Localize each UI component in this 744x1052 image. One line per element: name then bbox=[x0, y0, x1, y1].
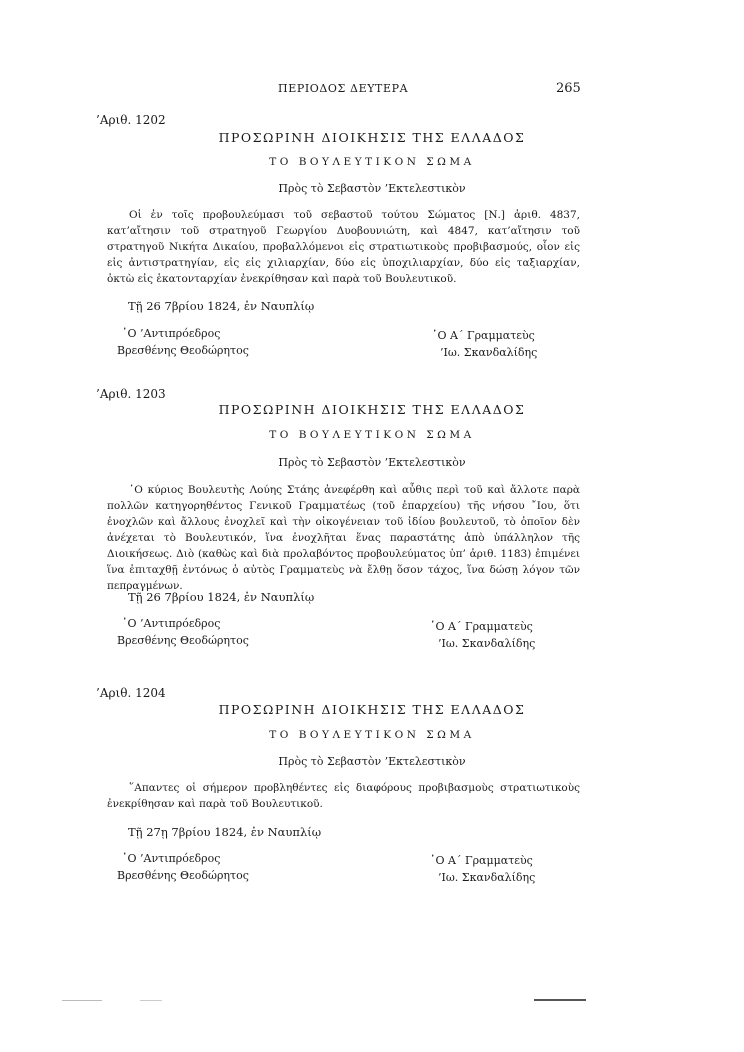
entry-date: Τῇ 26 7βρίου 1824, ἐν Ναυπλίῳ bbox=[128, 590, 315, 604]
entry-text: Οἱ ἐν τοῖς προβουλεύμασι τοῦ σεβαστοῦ τούτου Σώματος [Ν.] ἀριθ. 4837, κατ’αἴτησιν τοῦ στρατηγοῦ Γεωργίου Δυοβουνιώτη, καὶ 4847, κατ’αἴτησιν τοῦ στρατηγοῦ Νικήτα Δικαίου, προβαλλόμενοι εἰς στρατιωτικοὺς προβιβασμούς, οἷον εἰς εἰς ἀντιστρατηγίαν, εἰς εἰς χιλιαρχίαν, δύο εἰς ὑποχιλιαρχίαν, δύο εἰς ταξιαρχίαν, ὀκτὼ εἰς ἑκατονταρχίαν ἐνεκρίθησαν καὶ παρὰ τοῦ Βουλευτικοῦ. bbox=[107, 209, 580, 285]
entry-text: ῾Ο κύριος Βουλευτὴς Λούης Στάης ἀνεφέρθη καὶ αὖθις περὶ τοῦ καὶ ἄλλοτε παρὰ πολλῶν κατηγορηθέντος Γενικοῦ Γραμματέως (τοῦ ἐπαρχείου) τῆς νήσου ῎Ιου, ὅτι ἐνοχλῶν καὶ ἄλλους ἐνοχλεῖ καὶ τὴν οἰκογένειαν τοῦ ἰδίου βουλευτοῦ, τὸ ὁποῖον δὲν ἀνέχεται τὸ Βουλευτικόν, ἵνα ἐνοχλῆται ἕνας παραστάτης ἀπὸ ὑπάλληλον τῆς Διοικήσεως. Διὸ (καθὼς καὶ διὰ προλαβόντος προβουλεύματος ὑπ’ ἀριθ. 1183) ἐπιμένει ἵνα ἐπιταχθῇ ἐντόνως ὁ αὐτὸς Γραμματεὺς νὰ ἔλθῃ ὅσον τάχος, ἵνα δώσῃ λόγον τῶν πεπραγμένων. bbox=[107, 484, 580, 592]
entry-title: ΠΡΟΣΩΡΙΝΗ ΔΙΟΙΚΗΣΙΣ ΤΗΣ ΕΛΛΑΔΟΣ bbox=[218, 402, 526, 417]
signature-left bbox=[117, 615, 249, 649]
signature-left bbox=[117, 325, 249, 359]
entry-body-name: ΤΟ ΒΟΥΛΕΥΤΙΚΟΝ ΣΩΜΑ bbox=[269, 156, 475, 168]
signature-left-name: Βρεσθένης Θεοδώρητος bbox=[117, 344, 249, 357]
signature-left bbox=[117, 850, 249, 884]
entry-text: ῞Απαντες οἱ σήμερον προβληθέντες εἰς διαφόρους προβιβασμοὺς στρατιωτικοὺς ἐνεκρίθησαν καὶ παρὰ τοῦ Βουλευτικοῦ. bbox=[107, 782, 580, 810]
scan-mark bbox=[62, 1000, 102, 1001]
signature-right-name: ’Ιω. Σκανδαλίδης bbox=[438, 871, 536, 884]
signature-right-title: ῾Ο Α΄ Γραμματεὺς bbox=[430, 854, 533, 867]
entry-title: ΠΡΟΣΩΡΙΝΗ ΔΙΟΙΚΗΣΙΣ ΤΗΣ ΕΛΛΑΔΟΣ bbox=[218, 702, 526, 717]
page-number: 265 bbox=[556, 81, 581, 96]
entry-number: ’Αριθ. 1202 bbox=[96, 113, 166, 127]
entry-title: ΠΡΟΣΩΡΙΝΗ ΔΙΟΙΚΗΣΙΣ ΤΗΣ ΕΛΛΑΔΟΣ bbox=[218, 130, 526, 145]
scan-mark bbox=[534, 999, 586, 1001]
signature-right bbox=[432, 327, 537, 361]
entry-number: ’Αριθ. 1204 bbox=[96, 686, 166, 700]
entry-date: Τῇ 27ῃ 7βρίου 1824, ἐν Ναυπλίῳ bbox=[128, 825, 322, 839]
scan-mark bbox=[140, 1000, 162, 1001]
signature-right bbox=[430, 852, 535, 886]
signature-right-name: ’Ιω. Σκανδαλίδης bbox=[440, 346, 538, 359]
entry-body-name: ΤΟ ΒΟΥΛΕΥΤΙΚΟΝ ΣΩΜΑ bbox=[269, 429, 475, 441]
entry-body-name: ΤΟ ΒΟΥΛΕΥΤΙΚΟΝ ΣΩΜΑ bbox=[269, 729, 475, 741]
entry-addressee: Πρὸς τὸ Σεβαστὸν ’Εκτελεστικὸν bbox=[278, 182, 466, 195]
signature-left-title: ῾Ο ’Αντιπρόεδρος bbox=[122, 852, 221, 865]
running-title: ΠΕΡΙΟΔΟΣ ΔΕΥΤΕΡΑ bbox=[278, 82, 409, 95]
signature-right-title: ῾Ο Α΄ Γραμματεὺς bbox=[432, 329, 535, 342]
signature-left-title: ῾Ο ’Αντιπρόεδρος bbox=[122, 327, 221, 340]
signature-left-name: Βρεσθένης Θεοδώρητος bbox=[117, 634, 249, 647]
signature-right bbox=[430, 618, 535, 652]
entry-addressee: Πρὸς τὸ Σεβαστὸν ’Εκτελεστικὸν bbox=[278, 456, 466, 469]
signature-right-title: ῾Ο Α΄ Γραμματεὺς bbox=[430, 620, 533, 633]
signature-left-title: ῾Ο ’Αντιπρόεδρος bbox=[122, 617, 221, 630]
signature-left-name: Βρεσθένης Θεοδώρητος bbox=[117, 869, 249, 882]
signature-right-name: ’Ιω. Σκανδαλίδης bbox=[438, 637, 536, 650]
entry-addressee: Πρὸς τὸ Σεβαστὸν ’Εκτελεστικὸν bbox=[278, 755, 466, 768]
entry-date: Τῇ 26 7βρίου 1824, ἐν Ναυπλίῳ bbox=[128, 299, 315, 313]
entry-number: ’Αριθ. 1203 bbox=[96, 387, 166, 401]
